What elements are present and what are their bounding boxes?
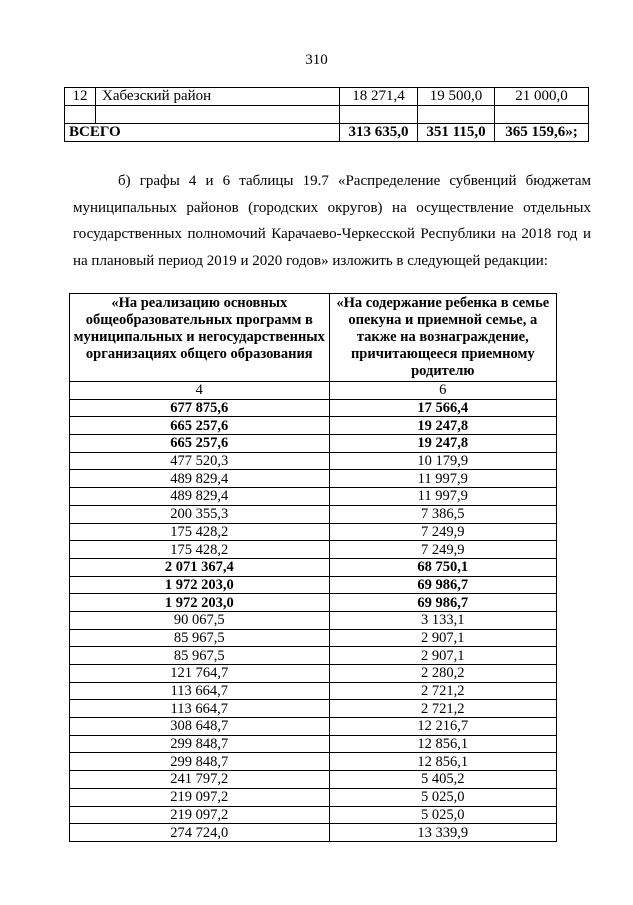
value-cell-col-4: 489 829,4	[70, 488, 330, 506]
value-cell-col-4: 200 355,3	[70, 505, 330, 523]
value-cell-col-6: 12 216,7	[329, 718, 556, 736]
value-cell-col-4: 308 648,7	[70, 718, 330, 736]
table-row	[70, 611, 557, 629]
empty-cell	[96, 106, 340, 124]
value-cell-col-6: 10 179,9	[329, 452, 556, 470]
value-cell-col-6: 2 721,2	[329, 700, 556, 718]
row-number-cell: 12	[65, 88, 96, 106]
table-row	[70, 806, 557, 824]
table-row	[70, 735, 557, 753]
table-row	[70, 753, 557, 771]
table-row	[70, 718, 557, 736]
value-cell-col-6: 69 986,7	[329, 576, 556, 594]
table-row	[70, 788, 557, 806]
value-cell-col-6: 12 856,1	[329, 735, 556, 753]
value-cell-col-4: 665 257,6	[70, 417, 330, 435]
value-cell-2020: 21 000,0	[494, 88, 588, 106]
value-cell-col-6: 2 280,2	[329, 665, 556, 683]
value-cell-2019: 19 500,0	[418, 88, 495, 106]
value-cell-col-4: 677 875,6	[70, 399, 330, 417]
paragraph-line: на плановый период 2019 и 2020 годов» изложить в следующей редакции:	[73, 252, 548, 269]
value-cell-col-4: 665 257,6	[70, 435, 330, 453]
table-row	[70, 452, 557, 470]
header-col-6: «На содержание ребенка в семье опекуна и приемной семье, а также на вознаграждение, причитающееся приемному родителю	[329, 294, 556, 382]
value-cell-col-4: 1 972 203,0	[70, 576, 330, 594]
table-row	[70, 505, 557, 523]
value-cell-col-4: 121 764,7	[70, 665, 330, 683]
table-row	[70, 558, 557, 576]
empty-cell	[340, 106, 418, 124]
column-number-4: 4	[70, 382, 330, 400]
table-row	[70, 824, 557, 842]
column-number-6: 6	[329, 382, 556, 400]
table-row	[70, 470, 557, 488]
empty-cell	[65, 106, 96, 124]
value-cell-col-4: 241 797,2	[70, 771, 330, 789]
paragraph-line: б) графы 4 и 6 таблицы 19.7 «Распределение субвенций бюджетам	[118, 173, 591, 189]
value-cell-col-6: 19 247,8	[329, 417, 556, 435]
value-cell-col-6: 11 997,9	[329, 470, 556, 488]
table-row	[70, 488, 557, 506]
value-cell-col-6: 3 133,1	[329, 611, 556, 629]
value-cell-col-4: 1 972 203,0	[70, 594, 330, 612]
value-cell-col-6: 11 997,9	[329, 488, 556, 506]
value-cell-col-6: 2 907,1	[329, 629, 556, 647]
table-row	[70, 435, 557, 453]
value-cell-col-4: 489 829,4	[70, 470, 330, 488]
total-label-cell: ВСЕГО	[65, 124, 340, 142]
subvention-table	[69, 293, 557, 842]
value-cell-col-6: 13 339,9	[329, 824, 556, 842]
page-number: 310	[305, 52, 328, 68]
value-cell-col-4: 85 967,5	[70, 647, 330, 665]
table-row	[70, 771, 557, 789]
header-col-4: «На реализацию основных общеобразовательных программ в муниципальных и негосударственных организациях общего образования	[70, 294, 330, 382]
table-row	[70, 399, 557, 417]
value-cell-col-6: 5 405,2	[329, 771, 556, 789]
value-cell-col-6: 19 247,8	[329, 435, 556, 453]
value-cell-col-4: 113 664,7	[70, 682, 330, 700]
total-row	[65, 124, 589, 142]
value-cell-col-4: 2 071 367,4	[70, 558, 330, 576]
total-value-2018: 313 635,0	[340, 124, 418, 142]
table-row	[70, 647, 557, 665]
value-cell-col-6: 68 750,1	[329, 558, 556, 576]
table-row	[65, 88, 589, 106]
value-cell-col-6: 12 856,1	[329, 753, 556, 771]
amendment-paragraph	[73, 168, 591, 274]
value-cell-col-4: 219 097,2	[70, 788, 330, 806]
value-cell-col-4: 85 967,5	[70, 629, 330, 647]
district-totals-table	[64, 87, 589, 142]
value-cell-col-6: 7 249,9	[329, 523, 556, 541]
table-row	[70, 576, 557, 594]
value-cell-col-4: 113 664,7	[70, 700, 330, 718]
total-value-2020: 365 159,6»;	[494, 124, 588, 142]
value-cell-col-4: 477 520,3	[70, 452, 330, 470]
value-cell-col-4: 175 428,2	[70, 541, 330, 559]
table-row	[70, 594, 557, 612]
district-name-cell: Хабезский район	[96, 88, 340, 106]
value-cell-col-6: 2 721,2	[329, 682, 556, 700]
empty-cell	[418, 106, 495, 124]
value-cell-col-4: 175 428,2	[70, 523, 330, 541]
table-row	[70, 523, 557, 541]
value-cell-col-6: 7 249,9	[329, 541, 556, 559]
value-cell-col-4: 299 848,7	[70, 753, 330, 771]
value-cell-col-4: 274 724,0	[70, 824, 330, 842]
value-cell-col-4: 299 848,7	[70, 735, 330, 753]
value-cell-col-6: 69 986,7	[329, 594, 556, 612]
table-row	[70, 417, 557, 435]
value-cell-col-4: 90 067,5	[70, 611, 330, 629]
table-row	[70, 700, 557, 718]
table-row	[70, 629, 557, 647]
table-row	[70, 541, 557, 559]
value-cell-col-4: 219 097,2	[70, 806, 330, 824]
table-row	[70, 682, 557, 700]
empty-cell	[494, 106, 588, 124]
value-cell-col-6: 5 025,0	[329, 788, 556, 806]
paragraph-line: государственных полномочий Карачаево-Черкесской Республики на 2018 год и	[73, 226, 591, 242]
table-row	[70, 665, 557, 683]
value-cell-col-6: 5 025,0	[329, 806, 556, 824]
table-row-empty	[65, 106, 589, 124]
value-cell-col-6: 2 907,1	[329, 647, 556, 665]
header-row	[70, 294, 557, 382]
value-cell-col-6: 7 386,5	[329, 505, 556, 523]
column-number-row	[70, 382, 557, 400]
value-cell-2018: 18 271,4	[340, 88, 418, 106]
paragraph-line: муниципальных районов (городских округов) на осуществление отдельных	[73, 199, 591, 216]
total-value-2019: 351 115,0	[418, 124, 495, 142]
value-cell-col-6: 17 566,4	[329, 399, 556, 417]
